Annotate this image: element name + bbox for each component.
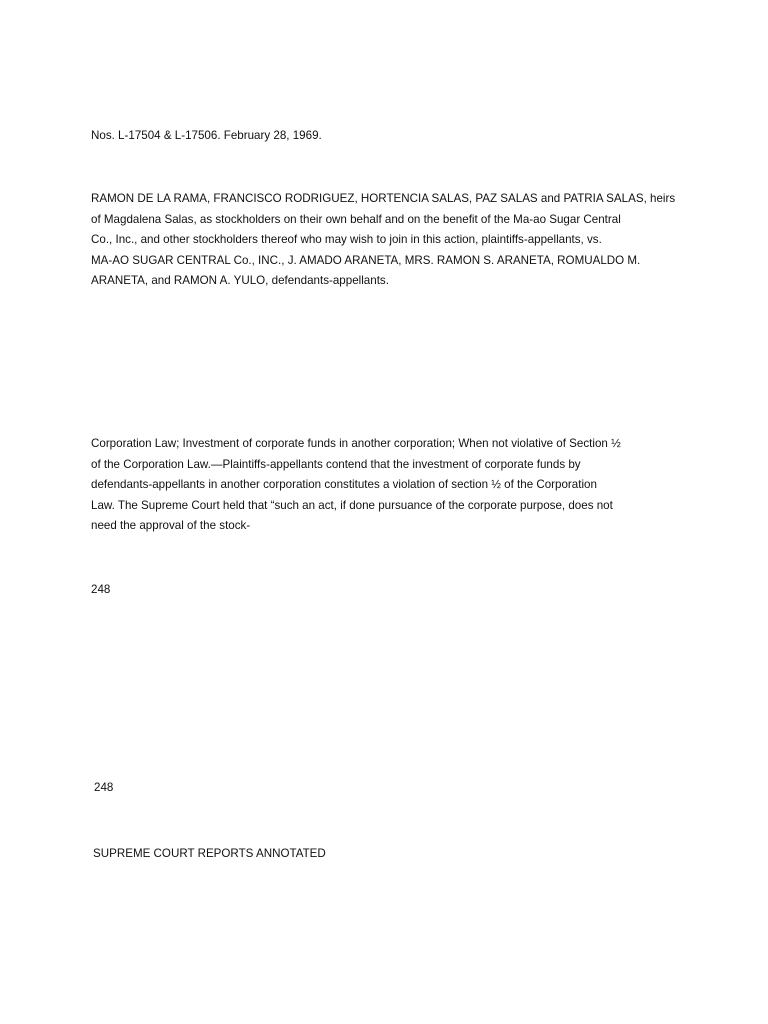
- syllabus: [91, 434, 691, 537]
- page-header-number: [94, 778, 694, 799]
- page-number: [91, 580, 691, 601]
- case-number-text: Nos. L-17504 & L-17506. February 28, 1969.: [91, 129, 322, 142]
- syllabus-line: of the Corporation Law.—Plaintiffs-appellants contend that the investment of corporate funds by: [91, 457, 581, 471]
- parties-line: ARANETA, and RAMON A. YULO, defendants-appellants.: [91, 274, 389, 287]
- syllabus-line: Corporation Law; Investment of corporate funds in another corporation; When not violative of Section ½: [91, 437, 621, 450]
- parties-line: RAMON DE LA RAMA, FRANCISCO RODRIGUEZ, HORTENCIA SALAS, PAZ SALAS and PATRIA SALAS, heirs: [91, 192, 676, 205]
- parties-line: MA-AO SUGAR CENTRAL Co., INC., J. AMADO ARANETA, MRS. RAMON S. ARANETA, ROMUALDO M.: [91, 253, 641, 267]
- case-number: [91, 126, 691, 147]
- syllabus-line: defendants-appellants in another corporation constitutes a violation of section ½ of the Corporation: [91, 478, 597, 491]
- syllabus-line: need the approval of the stock-: [91, 519, 251, 532]
- reporter-title-text: SUPREME COURT REPORTS ANNOTATED: [93, 847, 326, 860]
- parties-line: Co., Inc., and other stockholders thereof who may wish to join in this action, plaintiffs-appellants, vs.: [91, 233, 602, 246]
- reporter-title: [93, 844, 693, 865]
- page-header-number-text: 248: [94, 781, 114, 794]
- page-number-text: 248: [91, 583, 111, 596]
- case-parties: [91, 189, 691, 292]
- parties-line: of Magdalena Salas, as stockholders on their own behalf and on the benefit of the Ma-ao Sugar Central: [91, 212, 621, 226]
- syllabus-line: Law. The Supreme Court held that “such an act, if done pursuance of the corporate purpose, does not: [91, 498, 613, 512]
